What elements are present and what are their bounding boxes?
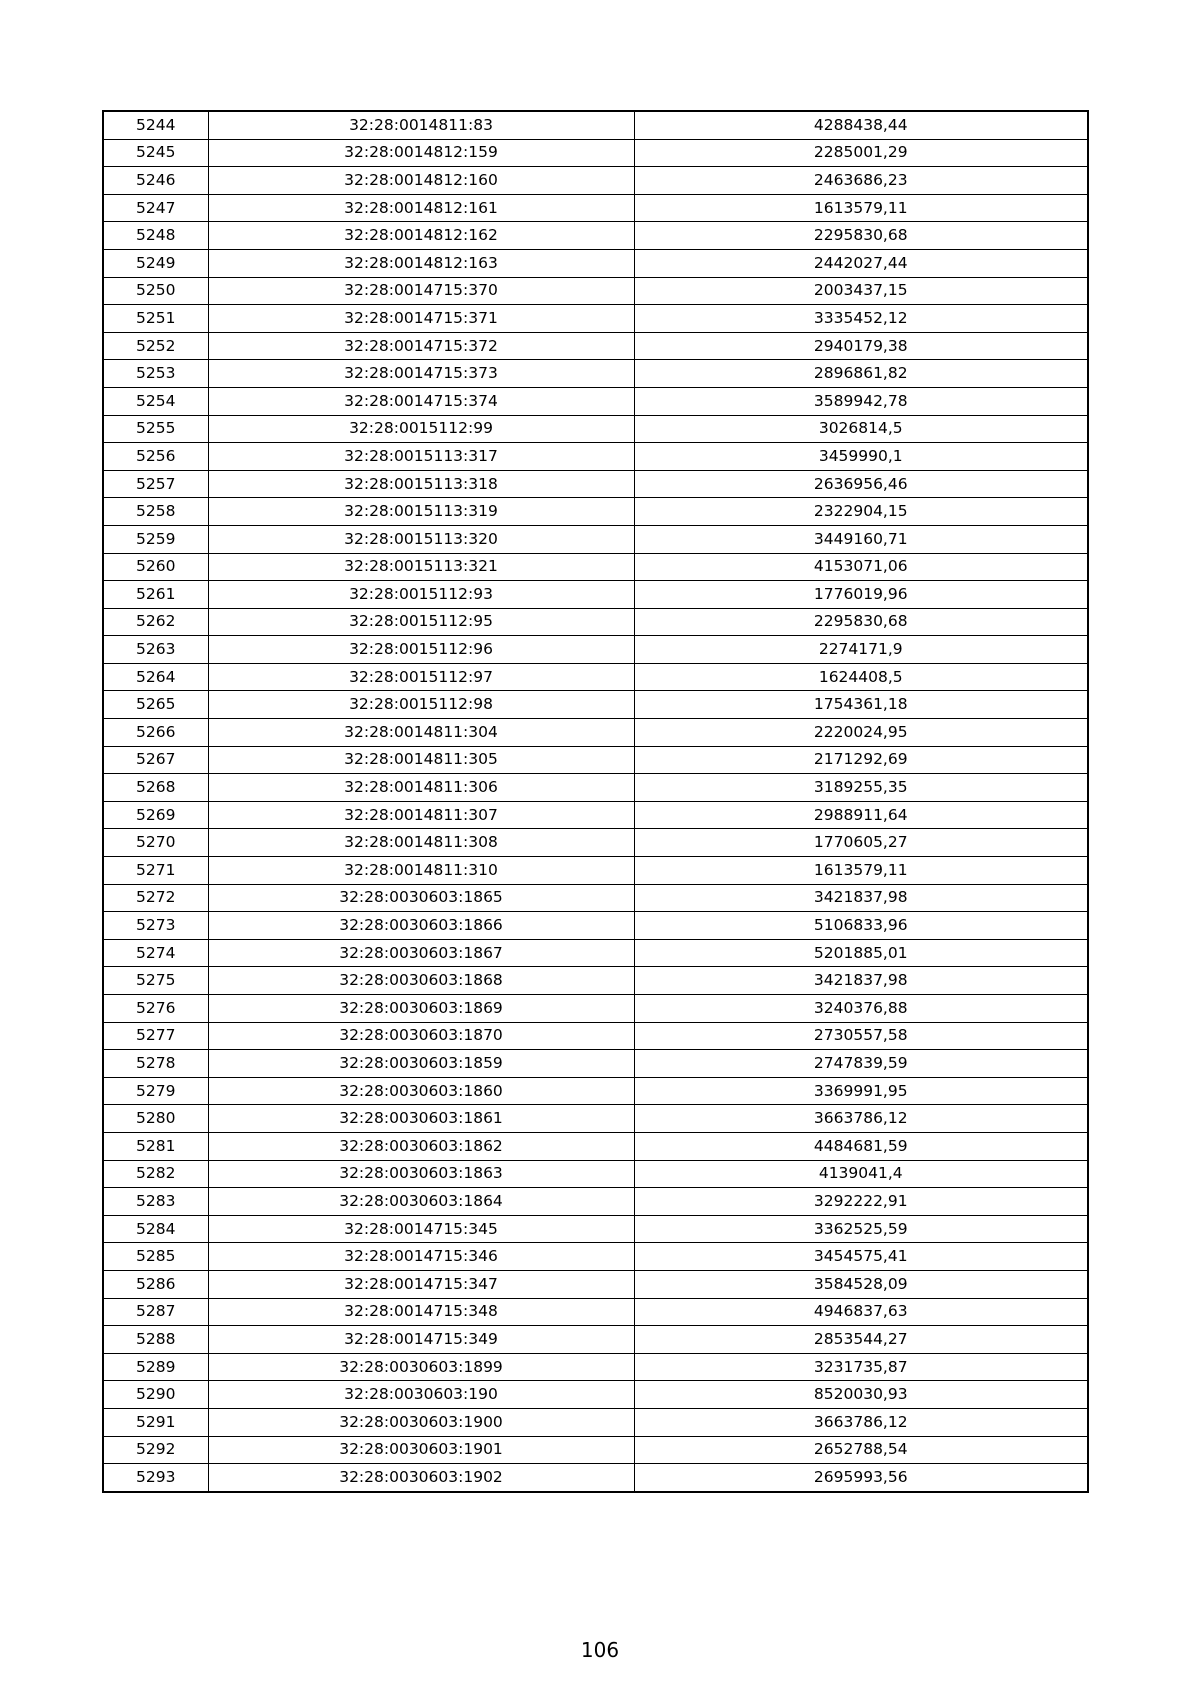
cadastral-number-cell: 32:28:0030603:1899	[208, 1353, 634, 1381]
table-row	[103, 360, 1088, 388]
table-row	[103, 719, 1088, 747]
table-row	[103, 995, 1088, 1023]
value-cell: 1613579,11	[634, 194, 1088, 222]
table-row	[103, 1077, 1088, 1105]
row-number-cell: 5257	[103, 470, 208, 498]
table-row	[103, 1215, 1088, 1243]
value-cell: 4153071,06	[634, 553, 1088, 581]
cadastral-number-cell: 32:28:0030603:1859	[208, 1050, 634, 1078]
cadastral-number-cell: 32:28:0030603:1865	[208, 884, 634, 912]
value-cell: 1754361,18	[634, 691, 1088, 719]
value-cell: 3663786,12	[634, 1105, 1088, 1133]
row-number-cell: 5289	[103, 1353, 208, 1381]
table-row	[103, 111, 1088, 139]
row-number-cell: 5286	[103, 1270, 208, 1298]
value-cell: 3335452,12	[634, 305, 1088, 333]
row-number-cell: 5269	[103, 801, 208, 829]
table-row	[103, 663, 1088, 691]
value-cell: 1770605,27	[634, 829, 1088, 857]
row-number-cell: 5272	[103, 884, 208, 912]
row-number-cell: 5254	[103, 387, 208, 415]
row-number-cell: 5283	[103, 1188, 208, 1216]
row-number-cell: 5259	[103, 525, 208, 553]
row-number-cell: 5248	[103, 222, 208, 250]
cadastral-number-cell: 32:28:0014715:372	[208, 332, 634, 360]
value-cell: 3589942,78	[634, 387, 1088, 415]
table-row	[103, 939, 1088, 967]
row-number-cell: 5258	[103, 498, 208, 526]
value-cell: 2853544,27	[634, 1326, 1088, 1354]
cadastral-number-cell: 32:28:0014811:83	[208, 111, 634, 139]
page-number: 106	[580, 1638, 620, 1662]
row-number-cell: 5251	[103, 305, 208, 333]
table-row	[103, 415, 1088, 443]
table-row	[103, 470, 1088, 498]
value-cell: 3454575,41	[634, 1243, 1088, 1271]
cadastral-number-cell: 32:28:0015112:97	[208, 663, 634, 691]
table-row	[103, 829, 1088, 857]
value-cell: 2988911,64	[634, 801, 1088, 829]
table-row	[103, 1381, 1088, 1409]
cadastral-number-cell: 32:28:0030603:1868	[208, 967, 634, 995]
cadastral-number-cell: 32:28:0014811:310	[208, 857, 634, 885]
table-row	[103, 387, 1088, 415]
row-number-cell: 5256	[103, 443, 208, 471]
cadastral-number-cell: 32:28:0014812:161	[208, 194, 634, 222]
value-cell: 2636956,46	[634, 470, 1088, 498]
row-number-cell: 5292	[103, 1436, 208, 1464]
value-cell: 3584528,09	[634, 1270, 1088, 1298]
value-cell: 2940179,38	[634, 332, 1088, 360]
cadastral-number-cell: 32:28:0014812:163	[208, 249, 634, 277]
value-cell: 2220024,95	[634, 719, 1088, 747]
table-row	[103, 967, 1088, 995]
value-cell: 1613579,11	[634, 857, 1088, 885]
table-row	[103, 581, 1088, 609]
value-cell: 3459990,1	[634, 443, 1088, 471]
value-cell: 2003437,15	[634, 277, 1088, 305]
row-number-cell: 5287	[103, 1298, 208, 1326]
table-row	[103, 222, 1088, 250]
table-row	[103, 249, 1088, 277]
row-number-cell: 5285	[103, 1243, 208, 1271]
cadastral-number-cell: 32:28:0030603:1869	[208, 995, 634, 1023]
row-number-cell: 5280	[103, 1105, 208, 1133]
value-cell: 3292222,91	[634, 1188, 1088, 1216]
row-number-cell: 5278	[103, 1050, 208, 1078]
table-row	[103, 636, 1088, 664]
cadastral-number-cell: 32:28:0015112:96	[208, 636, 634, 664]
value-cell: 2295830,68	[634, 608, 1088, 636]
cadastral-number-cell: 32:28:0014811:306	[208, 774, 634, 802]
row-number-cell: 5260	[103, 553, 208, 581]
cadastral-number-cell: 32:28:0015113:320	[208, 525, 634, 553]
value-cell: 2295830,68	[634, 222, 1088, 250]
value-cell: 2171292,69	[634, 746, 1088, 774]
table-row	[103, 443, 1088, 471]
cadastral-number-cell: 32:28:0014715:348	[208, 1298, 634, 1326]
cadastral-number-cell: 32:28:0015113:317	[208, 443, 634, 471]
row-number-cell: 5267	[103, 746, 208, 774]
table-row	[103, 1326, 1088, 1354]
table-row	[103, 691, 1088, 719]
row-number-cell: 5293	[103, 1464, 208, 1492]
cadastral-number-cell: 32:28:0014715:349	[208, 1326, 634, 1354]
table-row	[103, 746, 1088, 774]
row-number-cell: 5262	[103, 608, 208, 636]
table-row	[103, 1464, 1088, 1492]
table-row	[103, 498, 1088, 526]
value-cell: 2442027,44	[634, 249, 1088, 277]
table-row	[103, 1298, 1088, 1326]
value-cell: 2896861,82	[634, 360, 1088, 388]
cadastral-number-cell: 32:28:0030603:1870	[208, 1022, 634, 1050]
cadastral-number-cell: 32:28:0014715:374	[208, 387, 634, 415]
cadastral-number-cell: 32:28:0030603:1901	[208, 1436, 634, 1464]
cadastral-number-cell: 32:28:0030603:1860	[208, 1077, 634, 1105]
cadastral-number-cell: 32:28:0030603:1902	[208, 1464, 634, 1492]
cadastral-number-cell: 32:28:0030603:1867	[208, 939, 634, 967]
table-row	[103, 167, 1088, 195]
value-cell: 3240376,88	[634, 995, 1088, 1023]
cadastral-number-cell: 32:28:0014812:160	[208, 167, 634, 195]
cadastral-number-cell: 32:28:0030603:1900	[208, 1408, 634, 1436]
cadastral-number-cell: 32:28:0014715:346	[208, 1243, 634, 1271]
table-row	[103, 912, 1088, 940]
table-row	[103, 1022, 1088, 1050]
table-row	[103, 305, 1088, 333]
row-number-cell: 5266	[103, 719, 208, 747]
row-number-cell: 5281	[103, 1132, 208, 1160]
value-cell: 2285001,29	[634, 139, 1088, 167]
cadastral-number-cell: 32:28:0014811:307	[208, 801, 634, 829]
cadastral-number-cell: 32:28:0015112:98	[208, 691, 634, 719]
cadastral-number-cell: 32:28:0014811:305	[208, 746, 634, 774]
row-number-cell: 5290	[103, 1381, 208, 1409]
value-cell: 3362525,59	[634, 1215, 1088, 1243]
table-row	[103, 332, 1088, 360]
cadastral-number-cell: 32:28:0015112:95	[208, 608, 634, 636]
table-row	[103, 525, 1088, 553]
cadastral-number-cell: 32:28:0015113:318	[208, 470, 634, 498]
row-number-cell: 5244	[103, 111, 208, 139]
value-cell: 2274171,9	[634, 636, 1088, 664]
value-cell: 4288438,44	[634, 111, 1088, 139]
cadastral-number-cell: 32:28:0014812:159	[208, 139, 634, 167]
table-row	[103, 801, 1088, 829]
value-cell: 5201885,01	[634, 939, 1088, 967]
row-number-cell: 5273	[103, 912, 208, 940]
table-row	[103, 1050, 1088, 1078]
value-cell: 8520030,93	[634, 1381, 1088, 1409]
row-number-cell: 5265	[103, 691, 208, 719]
row-number-cell: 5279	[103, 1077, 208, 1105]
value-cell: 2730557,58	[634, 1022, 1088, 1050]
table-row	[103, 1188, 1088, 1216]
table-row	[103, 1132, 1088, 1160]
value-cell: 1624408,5	[634, 663, 1088, 691]
cadastral-number-cell: 32:28:0014715:370	[208, 277, 634, 305]
row-number-cell: 5249	[103, 249, 208, 277]
value-cell: 2322904,15	[634, 498, 1088, 526]
row-number-cell: 5250	[103, 277, 208, 305]
value-cell: 4484681,59	[634, 1132, 1088, 1160]
value-cell: 3369991,95	[634, 1077, 1088, 1105]
cadastral-number-cell: 32:28:0014715:373	[208, 360, 634, 388]
row-number-cell: 5274	[103, 939, 208, 967]
cadastral-number-cell: 32:28:0030603:1862	[208, 1132, 634, 1160]
row-number-cell: 5268	[103, 774, 208, 802]
row-number-cell: 5264	[103, 663, 208, 691]
row-number-cell: 5253	[103, 360, 208, 388]
value-cell: 2463686,23	[634, 167, 1088, 195]
table-row	[103, 1105, 1088, 1133]
value-cell: 2747839,59	[634, 1050, 1088, 1078]
value-cell: 3449160,71	[634, 525, 1088, 553]
value-cell: 1776019,96	[634, 581, 1088, 609]
row-number-cell: 5255	[103, 415, 208, 443]
table-row	[103, 1243, 1088, 1271]
table-row	[103, 277, 1088, 305]
value-cell: 3231735,87	[634, 1353, 1088, 1381]
row-number-cell: 5245	[103, 139, 208, 167]
cadastral-number-cell: 32:28:0015112:93	[208, 581, 634, 609]
row-number-cell: 5270	[103, 829, 208, 857]
row-number-cell: 5275	[103, 967, 208, 995]
row-number-cell: 5246	[103, 167, 208, 195]
data-table	[102, 110, 1089, 1493]
table-row	[103, 194, 1088, 222]
row-number-cell: 5252	[103, 332, 208, 360]
value-cell: 3189255,35	[634, 774, 1088, 802]
table-row	[103, 553, 1088, 581]
cadastral-number-cell: 32:28:0030603:1863	[208, 1160, 634, 1188]
row-number-cell: 5277	[103, 1022, 208, 1050]
cadastral-number-cell: 32:28:0015113:321	[208, 553, 634, 581]
table-row	[103, 1160, 1088, 1188]
table-row	[103, 1270, 1088, 1298]
value-cell: 4946837,63	[634, 1298, 1088, 1326]
cadastral-number-cell: 32:28:0030603:1861	[208, 1105, 634, 1133]
value-cell: 3663786,12	[634, 1408, 1088, 1436]
table-row	[103, 139, 1088, 167]
cadastral-number-cell: 32:28:0014715:347	[208, 1270, 634, 1298]
table-body	[103, 111, 1088, 1492]
table-row	[103, 1353, 1088, 1381]
cadastral-number-cell: 32:28:0014715:371	[208, 305, 634, 333]
value-cell: 4139041,4	[634, 1160, 1088, 1188]
row-number-cell: 5247	[103, 194, 208, 222]
row-number-cell: 5271	[103, 857, 208, 885]
row-number-cell: 5282	[103, 1160, 208, 1188]
value-cell: 3026814,5	[634, 415, 1088, 443]
cadastral-number-cell: 32:28:0014715:345	[208, 1215, 634, 1243]
row-number-cell: 5288	[103, 1326, 208, 1354]
cadastral-number-cell: 32:28:0030603:190	[208, 1381, 634, 1409]
cadastral-number-cell: 32:28:0030603:1866	[208, 912, 634, 940]
table-row	[103, 884, 1088, 912]
value-cell: 2652788,54	[634, 1436, 1088, 1464]
table-row	[103, 608, 1088, 636]
row-number-cell: 5261	[103, 581, 208, 609]
cadastral-number-cell: 32:28:0030603:1864	[208, 1188, 634, 1216]
cadastral-number-cell: 32:28:0014811:304	[208, 719, 634, 747]
table-row	[103, 1436, 1088, 1464]
row-number-cell: 5291	[103, 1408, 208, 1436]
value-cell: 2695993,56	[634, 1464, 1088, 1492]
cadastral-number-cell: 32:28:0015112:99	[208, 415, 634, 443]
row-number-cell: 5263	[103, 636, 208, 664]
table-row	[103, 1408, 1088, 1436]
value-cell: 3421837,98	[634, 967, 1088, 995]
table-row	[103, 774, 1088, 802]
value-cell: 5106833,96	[634, 912, 1088, 940]
cadastral-number-cell: 32:28:0014812:162	[208, 222, 634, 250]
row-number-cell: 5276	[103, 995, 208, 1023]
cadastral-number-cell: 32:28:0015113:319	[208, 498, 634, 526]
value-cell: 3421837,98	[634, 884, 1088, 912]
cadastral-number-cell: 32:28:0014811:308	[208, 829, 634, 857]
table-row	[103, 857, 1088, 885]
row-number-cell: 5284	[103, 1215, 208, 1243]
